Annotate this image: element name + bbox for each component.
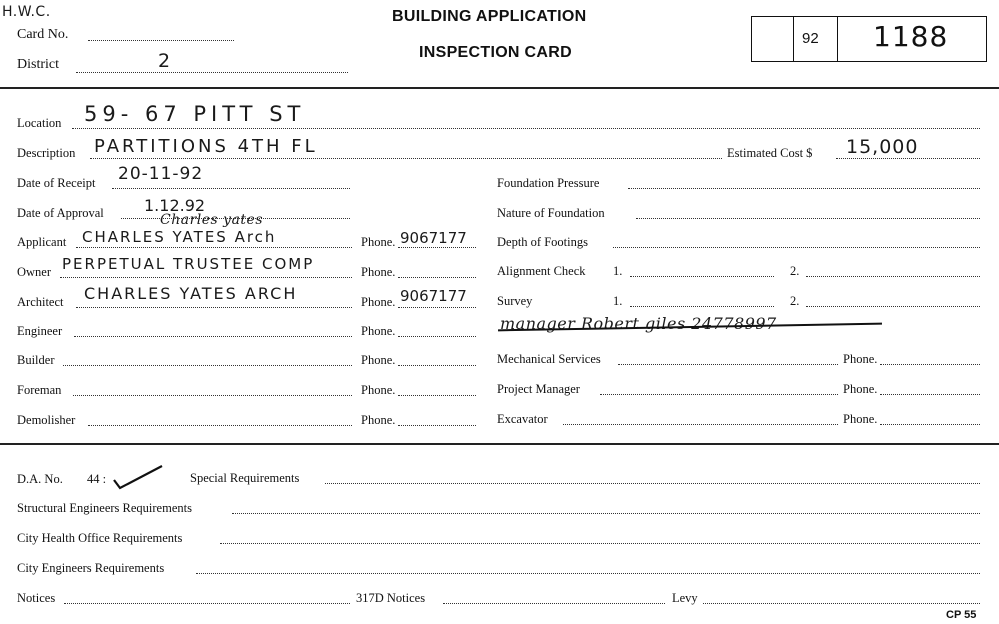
demolisher-phone-field[interactable] (398, 425, 476, 426)
date-of-receipt-label: Date of Receipt (17, 176, 96, 190)
survey-1-field[interactable] (630, 306, 774, 307)
applicant-phone-label: Phone. (361, 235, 396, 249)
depth-of-footings-field[interactable] (613, 247, 980, 248)
survey-2-label: 2. (790, 294, 800, 308)
architect-phone-value: 9067177 (400, 287, 467, 305)
divider-top (0, 87, 999, 89)
struck-manager-note: manager Robert giles 24778997 (500, 314, 777, 333)
alignment-check-1-field[interactable] (630, 276, 774, 277)
builder-label: Builder (17, 353, 55, 367)
architect-phone-field[interactable] (398, 307, 476, 308)
mechanical-services-label: Mechanical Services (497, 352, 601, 366)
foundation-pressure-field[interactable] (628, 188, 980, 189)
demolisher-phone-label: Phone. (361, 413, 396, 427)
excavator-field[interactable] (563, 424, 838, 425)
architect-phone-label: Phone. (361, 295, 396, 309)
demolisher-label: Demolisher (17, 413, 76, 427)
structural-field[interactable] (232, 513, 980, 514)
title-building-application: BUILDING APPLICATION (392, 8, 587, 25)
card-number-box (751, 16, 987, 62)
survey-2-field[interactable] (806, 306, 980, 307)
district-label: District (17, 57, 59, 72)
applicant-value: CHARLES YATES Arch (82, 228, 277, 246)
divider-middle (0, 443, 999, 445)
project-manager-label: Project Manager (497, 382, 580, 396)
architect-label: Architect (17, 295, 64, 309)
owner-phone-label: Phone. (361, 265, 396, 279)
applicant-note: Charles yates (160, 212, 264, 228)
architect-value: CHARLES YATES ARCH (84, 284, 298, 303)
survey-label: Survey (497, 294, 533, 308)
excavator-label: Excavator (497, 412, 548, 426)
da-no-label: D.A. No. (17, 472, 63, 486)
builder-phone-field[interactable] (398, 365, 476, 366)
location-value: 59- 67 PITT ST (84, 102, 306, 126)
project-manager-phone-field[interactable] (880, 394, 980, 395)
applicant-field[interactable] (76, 247, 352, 248)
alignment-check-label: Alignment Check (497, 264, 586, 278)
mechanical-phone-field[interactable] (880, 364, 980, 365)
title-inspection-card: INSPECTION CARD (419, 44, 572, 61)
nature-of-foundation-label: Nature of Foundation (497, 206, 605, 220)
owner-value: PERPETUAL TRUSTEE COMP (62, 255, 315, 273)
builder-phone-label: Phone. (361, 353, 396, 367)
engineer-label: Engineer (17, 324, 63, 338)
card-no-label: Card No. (17, 27, 69, 42)
city-engineers-label: City Engineers Requirements (17, 561, 165, 575)
estimated-cost-field[interactable] (836, 158, 980, 159)
city-health-field[interactable] (220, 543, 980, 544)
form-code: CP 55 (946, 609, 977, 621)
levy-label: Levy (672, 591, 698, 605)
card-no-field[interactable] (88, 40, 234, 41)
da-no-value: 44 : (87, 472, 107, 486)
foreman-label: Foreman (17, 383, 62, 397)
alignment-check-2-field[interactable] (806, 276, 980, 277)
special-requirements-field[interactable] (325, 483, 980, 484)
demolisher-field[interactable] (88, 425, 352, 426)
foreman-field[interactable] (73, 395, 352, 396)
date-of-receipt-value: 20-11-92 (118, 164, 204, 184)
description-value: PARTITIONS 4TH FL (94, 136, 318, 157)
alignment-check-2-label: 2. (790, 264, 800, 278)
date-of-approval-value: 1.12.92 (144, 196, 206, 215)
mechanical-phone-label: Phone. (843, 352, 878, 366)
alignment-check-1-label: 1. (613, 264, 623, 278)
description-field[interactable] (90, 158, 722, 159)
description-label: Description (17, 146, 76, 160)
depth-of-footings-label: Depth of Footings (497, 235, 588, 249)
estimated-cost-value: 15,000 (846, 136, 919, 158)
estimated-cost-label: Estimated Cost $ (727, 146, 813, 160)
hwc-handwritten: H.W.C. (2, 4, 51, 20)
foundation-pressure-label: Foundation Pressure (497, 176, 600, 190)
checkmark-icon (110, 462, 166, 492)
architect-field[interactable] (76, 307, 352, 308)
district-value: 2 (158, 50, 173, 72)
district-field[interactable] (76, 72, 348, 73)
structural-label: Structural Engineers Requirements (17, 501, 192, 515)
excavator-phone-label: Phone. (843, 412, 878, 426)
date-of-approval-label: Date of Approval (17, 206, 104, 220)
city-engineers-field[interactable] (196, 573, 980, 574)
city-health-label: City Health Office Requirements (17, 531, 183, 545)
317d-notices-field[interactable] (443, 603, 665, 604)
card-year: 92 (802, 30, 819, 47)
applicant-phone-field[interactable] (398, 247, 476, 248)
excavator-phone-field[interactable] (880, 424, 980, 425)
mechanical-services-field[interactable] (618, 364, 838, 365)
foreman-phone-label: Phone. (361, 383, 396, 397)
location-label: Location (17, 116, 62, 130)
foreman-phone-field[interactable] (398, 395, 476, 396)
notices-label: Notices (17, 591, 56, 605)
owner-field[interactable] (60, 277, 352, 278)
location-field[interactable] (72, 128, 980, 129)
317d-notices-label: 317D Notices (356, 591, 426, 605)
project-manager-field[interactable] (600, 394, 838, 395)
owner-label: Owner (17, 265, 52, 279)
survey-1-label: 1. (613, 294, 623, 308)
special-requirements-label: Special Requirements (190, 471, 300, 485)
project-manager-phone-label: Phone. (843, 382, 878, 396)
date-of-receipt-field[interactable] (112, 188, 350, 189)
engineer-field[interactable] (74, 336, 352, 337)
nature-of-foundation-field[interactable] (636, 218, 980, 219)
engineer-phone-field[interactable] (398, 336, 476, 337)
levy-field[interactable] (703, 603, 980, 604)
owner-phone-field[interactable] (398, 277, 476, 278)
applicant-label: Applicant (17, 235, 67, 249)
card-number: 1188 (873, 20, 949, 53)
engineer-phone-label: Phone. (361, 324, 396, 338)
builder-field[interactable] (63, 365, 352, 366)
applicant-phone-value: 9067177 (400, 229, 467, 247)
notices-field[interactable] (64, 603, 350, 604)
